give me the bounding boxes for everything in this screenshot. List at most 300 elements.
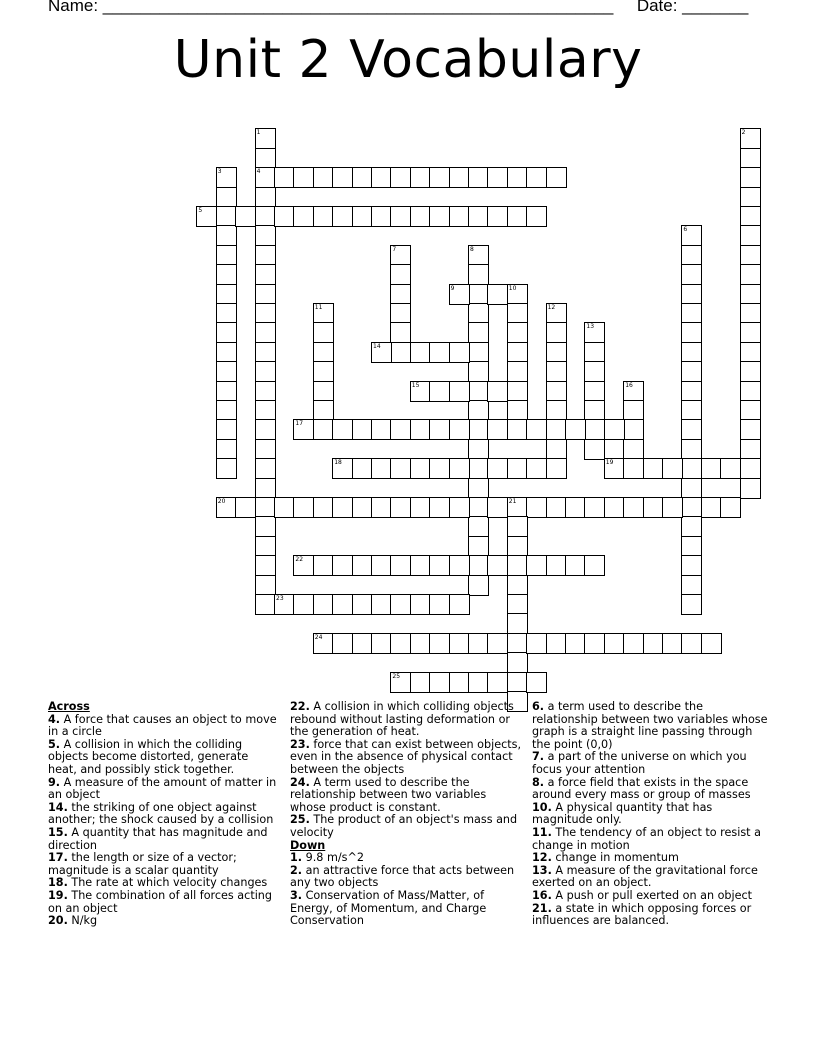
crossword-cell[interactable] xyxy=(546,497,567,518)
crossword-cell[interactable] xyxy=(487,284,508,305)
crossword-cell[interactable] xyxy=(371,167,392,188)
crossword-cell[interactable] xyxy=(507,361,528,382)
crossword-cell[interactable] xyxy=(526,633,547,654)
crossword-cell[interactable] xyxy=(255,148,276,169)
crossword-cell[interactable] xyxy=(429,167,450,188)
crossword-cell[interactable] xyxy=(352,555,373,576)
crossword-cell[interactable] xyxy=(740,419,761,440)
crossword-cell[interactable] xyxy=(371,419,392,440)
crossword-cell[interactable] xyxy=(720,497,741,518)
crossword-cell[interactable] xyxy=(371,594,392,615)
crossword-cell[interactable] xyxy=(507,342,528,363)
crossword-cell[interactable] xyxy=(255,478,276,499)
crossword-cell[interactable] xyxy=(313,322,334,343)
crossword-cell[interactable] xyxy=(507,613,528,634)
crossword-cell[interactable] xyxy=(352,419,373,440)
crossword-cell[interactable] xyxy=(487,206,508,227)
crossword-cell[interactable] xyxy=(255,419,276,440)
crossword-cell[interactable] xyxy=(313,555,334,576)
crossword-cell[interactable] xyxy=(487,167,508,188)
crossword-cell[interactable] xyxy=(390,419,411,440)
crossword-cell[interactable] xyxy=(740,322,761,343)
crossword-cell[interactable] xyxy=(255,167,276,188)
crossword-cell[interactable] xyxy=(584,361,605,382)
crossword-cell[interactable] xyxy=(216,439,237,460)
crossword-cell[interactable] xyxy=(235,206,256,227)
crossword-cell[interactable] xyxy=(255,225,276,246)
crossword-cell[interactable] xyxy=(429,497,450,518)
crossword-cell[interactable] xyxy=(313,419,334,440)
crossword-cell[interactable] xyxy=(390,458,411,479)
crossword-cell[interactable] xyxy=(255,128,276,149)
crossword-cell[interactable] xyxy=(507,536,528,557)
crossword-cell[interactable] xyxy=(390,245,411,266)
crossword-cell[interactable] xyxy=(701,633,722,654)
crossword-cell[interactable] xyxy=(584,322,605,343)
crossword-cell[interactable] xyxy=(255,284,276,305)
crossword-cell[interactable] xyxy=(565,633,586,654)
crossword-cell[interactable] xyxy=(643,497,664,518)
crossword-cell[interactable] xyxy=(390,594,411,615)
crossword-cell[interactable] xyxy=(352,167,373,188)
crossword-cell[interactable] xyxy=(255,594,276,615)
crossword-cell[interactable] xyxy=(468,361,489,382)
crossword-cell[interactable] xyxy=(410,458,431,479)
crossword-cell[interactable] xyxy=(255,536,276,557)
crossword-cell[interactable] xyxy=(332,555,353,576)
crossword-cell[interactable] xyxy=(255,206,276,227)
crossword-cell[interactable] xyxy=(410,594,431,615)
crossword-cell[interactable] xyxy=(623,439,644,460)
crossword-cell[interactable] xyxy=(546,303,567,324)
crossword-cell[interactable] xyxy=(216,381,237,402)
crossword-cell[interactable] xyxy=(449,555,470,576)
crossword-cell[interactable] xyxy=(681,284,702,305)
crossword-cell[interactable] xyxy=(429,672,450,693)
crossword-cell[interactable] xyxy=(740,284,761,305)
crossword-cell[interactable] xyxy=(507,516,528,537)
crossword-cell[interactable] xyxy=(332,594,353,615)
crossword-cell[interactable] xyxy=(623,458,644,479)
crossword-cell[interactable] xyxy=(293,497,314,518)
crossword-cell[interactable] xyxy=(332,633,353,654)
crossword-cell[interactable] xyxy=(740,458,761,479)
crossword-cell[interactable] xyxy=(681,439,702,460)
crossword-cell[interactable] xyxy=(293,167,314,188)
crossword-cell[interactable] xyxy=(546,633,567,654)
crossword-cell[interactable] xyxy=(410,342,431,363)
crossword-cell[interactable] xyxy=(216,284,237,305)
crossword-cell[interactable] xyxy=(255,458,276,479)
crossword-cell[interactable] xyxy=(701,458,722,479)
crossword-cell[interactable] xyxy=(449,206,470,227)
crossword-cell[interactable] xyxy=(429,381,450,402)
crossword-cell[interactable] xyxy=(720,458,741,479)
crossword-cell[interactable] xyxy=(313,361,334,382)
crossword-cell[interactable] xyxy=(468,284,489,305)
crossword-cell[interactable] xyxy=(740,381,761,402)
crossword-cell[interactable] xyxy=(740,439,761,460)
crossword-cell[interactable] xyxy=(196,206,217,227)
crossword-cell[interactable] xyxy=(468,672,489,693)
crossword-cell[interactable] xyxy=(526,419,547,440)
crossword-cell[interactable] xyxy=(410,206,431,227)
crossword-cell[interactable] xyxy=(681,303,702,324)
crossword-cell[interactable] xyxy=(584,633,605,654)
crossword-cell[interactable] xyxy=(410,555,431,576)
crossword-cell[interactable] xyxy=(352,458,373,479)
crossword-cell[interactable] xyxy=(410,497,431,518)
crossword-cell[interactable] xyxy=(546,439,567,460)
crossword-cell[interactable] xyxy=(526,497,547,518)
clue-text: The combination of all forces acting on an object xyxy=(48,888,272,915)
crossword-cell[interactable] xyxy=(274,497,295,518)
crossword-cell[interactable] xyxy=(507,458,528,479)
crossword-cell[interactable] xyxy=(390,633,411,654)
crossword-cell[interactable] xyxy=(313,633,334,654)
crossword-cell[interactable] xyxy=(216,206,237,227)
crossword-cell[interactable] xyxy=(584,400,605,421)
crossword-cell[interactable] xyxy=(681,555,702,576)
crossword-cell[interactable] xyxy=(507,652,528,673)
crossword-cell[interactable] xyxy=(740,361,761,382)
crossword-cell[interactable] xyxy=(410,633,431,654)
crossword-cell[interactable] xyxy=(255,361,276,382)
crossword-cell[interactable] xyxy=(255,264,276,285)
crossword-cell[interactable] xyxy=(410,419,431,440)
crossword-cell[interactable] xyxy=(584,342,605,363)
crossword-cell[interactable] xyxy=(313,400,334,421)
crossword-cell[interactable] xyxy=(390,322,411,343)
crossword-cell[interactable] xyxy=(429,419,450,440)
clue-text: The tendency of an object to resist a change in motion xyxy=(532,825,761,852)
crossword-cell[interactable] xyxy=(701,497,722,518)
crossword-cell[interactable] xyxy=(546,419,567,440)
crossword-cell[interactable] xyxy=(216,419,237,440)
crossword-cell[interactable] xyxy=(390,167,411,188)
crossword-cell[interactable] xyxy=(740,187,761,208)
crossword-cell[interactable] xyxy=(546,342,567,363)
crossword-cell[interactable] xyxy=(487,672,508,693)
crossword-cell[interactable] xyxy=(584,497,605,518)
crossword-cell[interactable] xyxy=(507,284,528,305)
crossword-cell[interactable] xyxy=(371,555,392,576)
crossword-cell[interactable] xyxy=(216,400,237,421)
crossword-cell[interactable] xyxy=(487,633,508,654)
crossword-cell[interactable] xyxy=(468,555,489,576)
crossword-cell[interactable] xyxy=(255,516,276,537)
crossword-cell[interactable] xyxy=(468,400,489,421)
crossword-cell[interactable] xyxy=(449,497,470,518)
clue-item xyxy=(48,739,280,777)
crossword-cell[interactable] xyxy=(507,497,528,518)
crossword-cell[interactable] xyxy=(623,381,644,402)
crossword-cell[interactable] xyxy=(740,264,761,285)
crossword-cell[interactable] xyxy=(449,594,470,615)
crossword-cell[interactable] xyxy=(255,303,276,324)
crossword-cell[interactable] xyxy=(332,497,353,518)
crossword-cell[interactable] xyxy=(332,167,353,188)
crossword-cell[interactable] xyxy=(410,167,431,188)
crossword-cell[interactable] xyxy=(740,478,761,499)
crossword-cell[interactable] xyxy=(681,516,702,537)
crossword-cell[interactable] xyxy=(487,381,508,402)
crossword-cell[interactable] xyxy=(507,303,528,324)
crossword-cell[interactable] xyxy=(332,206,353,227)
crossword-cell[interactable] xyxy=(390,284,411,305)
crossword-cell[interactable] xyxy=(526,672,547,693)
crossword-cell[interactable] xyxy=(449,381,470,402)
crossword-cell[interactable] xyxy=(371,342,392,363)
crossword-cell[interactable] xyxy=(429,342,450,363)
crossword-cell[interactable] xyxy=(681,264,702,285)
crossword-cell[interactable] xyxy=(216,225,237,246)
crossword-cell[interactable] xyxy=(507,672,528,693)
crossword-cell[interactable] xyxy=(216,497,237,518)
crossword-cell[interactable] xyxy=(468,633,489,654)
crossword-cell[interactable] xyxy=(584,555,605,576)
crossword-cell[interactable] xyxy=(390,342,411,363)
crossword-cell[interactable] xyxy=(371,497,392,518)
crossword-cell[interactable] xyxy=(216,264,237,285)
crossword-cell[interactable] xyxy=(546,361,567,382)
crossword-cell[interactable] xyxy=(255,400,276,421)
crossword-cell[interactable] xyxy=(216,322,237,343)
crossword-cell[interactable] xyxy=(313,497,334,518)
crossword-cell[interactable] xyxy=(740,342,761,363)
crossword-cell[interactable] xyxy=(352,497,373,518)
crossword-cell[interactable] xyxy=(410,381,431,402)
crossword-cell[interactable] xyxy=(584,381,605,402)
crossword-cell[interactable] xyxy=(526,458,547,479)
crossword-cell[interactable] xyxy=(623,419,644,440)
crossword-cell[interactable] xyxy=(681,594,702,615)
crossword-cell[interactable] xyxy=(390,555,411,576)
crossword-cell[interactable] xyxy=(584,439,605,460)
crossword-cell[interactable] xyxy=(468,536,489,557)
crossword-cell[interactable] xyxy=(352,206,373,227)
crossword-cell[interactable] xyxy=(274,206,295,227)
crossword-cell[interactable] xyxy=(507,322,528,343)
crossword-cell[interactable] xyxy=(352,594,373,615)
crossword-cell[interactable] xyxy=(740,400,761,421)
crossword-cell[interactable] xyxy=(507,633,528,654)
crossword-cell[interactable] xyxy=(507,381,528,402)
crossword-cell[interactable] xyxy=(546,322,567,343)
crossword-cell[interactable] xyxy=(293,594,314,615)
crossword-cell[interactable] xyxy=(390,497,411,518)
crossword-cell[interactable] xyxy=(604,458,625,479)
crossword-cell[interactable] xyxy=(293,555,314,576)
crossword-cell[interactable] xyxy=(468,516,489,537)
crossword-cell[interactable] xyxy=(449,672,470,693)
crossword-cell[interactable] xyxy=(429,633,450,654)
crossword-cell[interactable] xyxy=(681,536,702,557)
crossword-cell[interactable] xyxy=(468,478,489,499)
crossword-cell[interactable] xyxy=(255,439,276,460)
crossword-cell[interactable] xyxy=(740,167,761,188)
crossword-cell[interactable] xyxy=(468,458,489,479)
crossword-cell[interactable] xyxy=(371,206,392,227)
crossword-cell[interactable] xyxy=(255,322,276,343)
crossword-cell[interactable] xyxy=(274,594,295,615)
crossword-cell[interactable] xyxy=(468,167,489,188)
clue-num: 22. xyxy=(290,700,310,713)
crossword-cell[interactable] xyxy=(662,497,683,518)
crossword-cell[interactable] xyxy=(546,167,567,188)
crossword-cell[interactable] xyxy=(468,245,489,266)
crossword-cell[interactable] xyxy=(681,575,702,596)
crossword-cell[interactable] xyxy=(681,633,702,654)
crossword-cell[interactable] xyxy=(740,206,761,227)
crossword-cell[interactable] xyxy=(216,187,237,208)
crossword-cell[interactable] xyxy=(604,633,625,654)
crossword-cell[interactable] xyxy=(255,575,276,596)
crossword-cell[interactable] xyxy=(255,187,276,208)
crossword-cell[interactable] xyxy=(546,400,567,421)
crossword-cell[interactable] xyxy=(468,206,489,227)
crossword-cell[interactable] xyxy=(623,633,644,654)
crossword-cell[interactable] xyxy=(681,245,702,266)
crossword-cell[interactable] xyxy=(740,148,761,169)
crossword-cell[interactable] xyxy=(313,303,334,324)
crossword-cell[interactable] xyxy=(468,303,489,324)
crossword-cell[interactable] xyxy=(662,458,683,479)
crossword-cell[interactable] xyxy=(468,264,489,285)
crossword-cell[interactable] xyxy=(507,206,528,227)
crossword-cell[interactable] xyxy=(216,245,237,266)
crossword-cell[interactable] xyxy=(352,633,373,654)
crossword-cell[interactable] xyxy=(449,458,470,479)
crossword-cell[interactable] xyxy=(255,245,276,266)
crossword-cell[interactable] xyxy=(468,342,489,363)
crossword-cell[interactable] xyxy=(429,594,450,615)
crossword-cell[interactable] xyxy=(216,342,237,363)
crossword-cell[interactable] xyxy=(371,458,392,479)
crossword-cell[interactable] xyxy=(332,419,353,440)
clue-item xyxy=(48,714,280,739)
crossword-cell[interactable] xyxy=(390,206,411,227)
crossword-cell[interactable] xyxy=(449,342,470,363)
crossword-cell[interactable] xyxy=(681,361,702,382)
crossword-cell[interactable] xyxy=(565,555,586,576)
crossword-cell[interactable] xyxy=(643,458,664,479)
crossword-cell[interactable] xyxy=(526,555,547,576)
crossword-cell[interactable] xyxy=(487,419,508,440)
crossword-cell[interactable] xyxy=(216,167,237,188)
crossword-cell[interactable] xyxy=(546,555,567,576)
crossword-cell[interactable] xyxy=(216,303,237,324)
crossword-cell[interactable] xyxy=(293,206,314,227)
crossword-cell[interactable] xyxy=(681,322,702,343)
crossword-cell[interactable] xyxy=(681,225,702,246)
crossword-cell[interactable] xyxy=(507,400,528,421)
crossword-cell[interactable] xyxy=(429,555,450,576)
crossword-cell[interactable] xyxy=(604,419,625,440)
crossword-cell[interactable] xyxy=(313,594,334,615)
crossword-cell[interactable] xyxy=(681,419,702,440)
crossword-cell[interactable] xyxy=(623,400,644,421)
crossword-cell[interactable] xyxy=(507,167,528,188)
crossword-cell[interactable] xyxy=(507,419,528,440)
crossword-cell[interactable] xyxy=(332,458,353,479)
crossword-cell[interactable] xyxy=(468,439,489,460)
crossword-cell[interactable] xyxy=(255,381,276,402)
crossword-cell[interactable] xyxy=(274,167,295,188)
crossword-cell[interactable] xyxy=(623,497,644,518)
crossword-cell[interactable] xyxy=(487,458,508,479)
crossword-cell[interactable] xyxy=(390,672,411,693)
crossword-cell[interactable] xyxy=(468,575,489,596)
crossword-cell[interactable] xyxy=(584,419,605,440)
crossword-cell[interactable] xyxy=(546,458,567,479)
crossword-cell[interactable] xyxy=(449,167,470,188)
crossword-cell[interactable] xyxy=(526,206,547,227)
crossword-cell[interactable] xyxy=(487,555,508,576)
crossword-cell[interactable] xyxy=(410,672,431,693)
crossword-cell[interactable] xyxy=(604,497,625,518)
crossword-cell[interactable] xyxy=(546,381,567,402)
crossword-cell[interactable] xyxy=(255,342,276,363)
crossword-cell[interactable] xyxy=(681,458,702,479)
crossword-cell[interactable] xyxy=(313,167,334,188)
crossword-cell[interactable] xyxy=(565,419,586,440)
crossword-cell[interactable] xyxy=(313,206,334,227)
crossword-cell[interactable] xyxy=(468,381,489,402)
crossword-cell[interactable] xyxy=(429,458,450,479)
crossword-cell[interactable] xyxy=(293,419,314,440)
crossword-cell[interactable] xyxy=(526,167,547,188)
crossword-cell[interactable] xyxy=(507,555,528,576)
crossword-cell[interactable] xyxy=(255,555,276,576)
name-field-label[interactable]: Name: ______________________________________________________ xyxy=(48,0,614,15)
crossword-cell[interactable] xyxy=(313,381,334,402)
crossword-cell[interactable] xyxy=(235,497,256,518)
crossword-cell[interactable] xyxy=(662,633,683,654)
crossword-cell[interactable] xyxy=(740,128,761,149)
crossword-cell[interactable] xyxy=(449,284,470,305)
crossword-cell[interactable] xyxy=(255,497,276,518)
crossword-cell[interactable] xyxy=(429,206,450,227)
crossword-cell[interactable] xyxy=(216,458,237,479)
crossword-cell[interactable] xyxy=(740,225,761,246)
crossword-cell[interactable] xyxy=(216,361,237,382)
crossword-cell[interactable] xyxy=(449,419,470,440)
crossword-cell[interactable] xyxy=(371,633,392,654)
crossword-cell[interactable] xyxy=(468,419,489,440)
crossword-cell[interactable] xyxy=(681,381,702,402)
crossword-cell[interactable] xyxy=(681,497,702,518)
crossword-cell[interactable] xyxy=(507,594,528,615)
date-field-label[interactable]: Date: _______ xyxy=(636,0,749,15)
crossword-cell[interactable] xyxy=(507,575,528,596)
crossword-cell[interactable] xyxy=(487,497,508,518)
crossword-cell[interactable] xyxy=(681,478,702,499)
crossword-cell[interactable] xyxy=(643,633,664,654)
crossword-cell[interactable] xyxy=(313,342,334,363)
crossword-cell[interactable] xyxy=(681,400,702,421)
crossword-cell[interactable] xyxy=(681,342,702,363)
clue-text: N/kg xyxy=(67,914,98,928)
crossword-cell[interactable] xyxy=(449,633,470,654)
crossword-cell[interactable] xyxy=(565,497,586,518)
crossword-cell[interactable] xyxy=(740,245,761,266)
crossword-cell[interactable] xyxy=(390,264,411,285)
crossword-cell[interactable] xyxy=(468,497,489,518)
crossword-cell[interactable] xyxy=(740,303,761,324)
crossword-cell[interactable] xyxy=(468,322,489,343)
crossword-cell[interactable] xyxy=(390,303,411,324)
